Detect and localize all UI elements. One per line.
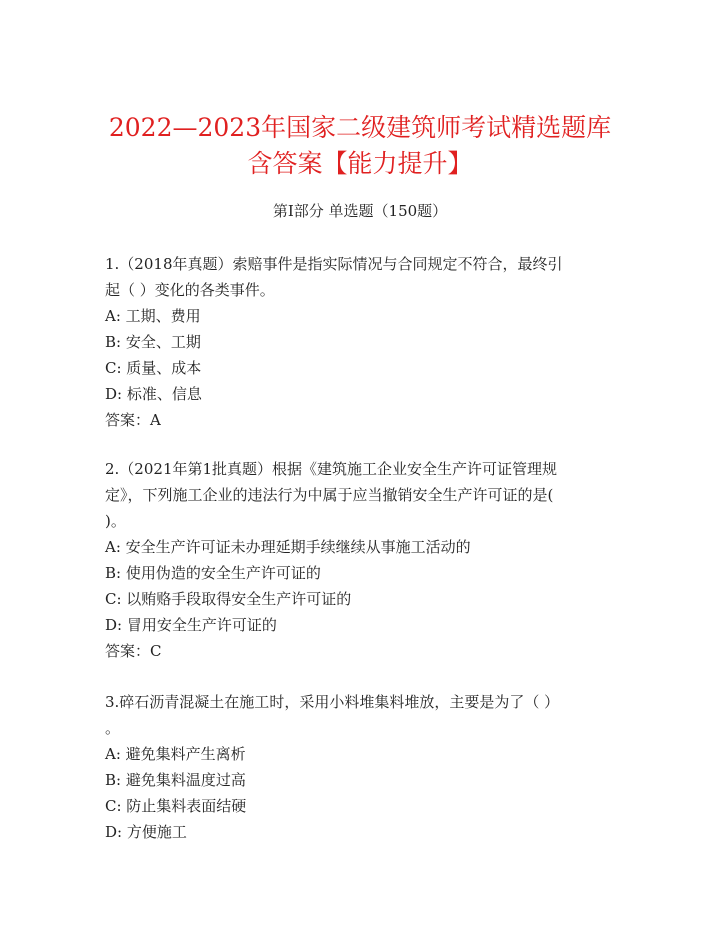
question-option-b: B: 避免集料温度过高 [105,771,246,789]
question-option-a: A: 工期、费用 [105,307,201,325]
document-title-line-1: 2022—2023年国家二级建筑师考试精选题库 [108,113,612,142]
question-stem-line: 起（ ）变化的各类事件。 [105,281,275,299]
question-option-c: C: 质量、成本 [105,359,202,377]
question-stem-line: )。 [105,512,126,530]
question-stem-line: 3.碎石沥青混凝土在施工时，采用小料堆集料堆放，主要是为了（ ） [105,693,560,711]
question-answer: 答案：C [105,642,162,660]
question-option-a: A: 避免集料产生离析 [105,745,246,763]
question-stem-line: 。 [105,719,121,737]
question-stem-line: 2.（2021年第1批真题）根据《建筑施工企业安全生产许可证管理规 [105,460,558,478]
question-option-c: C: 以贿赂手段取得安全生产许可证的 [105,590,352,608]
question-option-d: D: 标准、信息 [105,385,202,403]
question-option-b: B: 安全、工期 [105,333,201,351]
question-option-a: A: 安全生产许可证未办理延期手续继续从事施工活动的 [105,538,471,556]
question-option-d: D: 冒用安全生产许可证的 [105,616,277,634]
document-title [70,110,650,182]
question-answer: 答案：A [105,411,161,429]
question-option-c: C: 防止集料表面结硬 [105,797,247,815]
question-stem-line: 定》，下列施工企业的违法行为中属于应当撤销安全生产许可证的是( [105,486,554,504]
question-2 [105,456,625,664]
question-1 [105,251,625,433]
document-title-line-2: 含答案【能力提升】 [247,149,473,178]
section-heading: 第I部分 单选题（150题） [272,202,448,220]
question-option-d: D: 方便施工 [105,823,187,841]
question-option-b: B: 使用伪造的安全生产许可证的 [105,564,321,582]
question-stem-line: 1.（2018年真题）索赔事件是指实际情况与合同规定不符合，最终引 [105,255,563,273]
question-3 [105,689,625,845]
